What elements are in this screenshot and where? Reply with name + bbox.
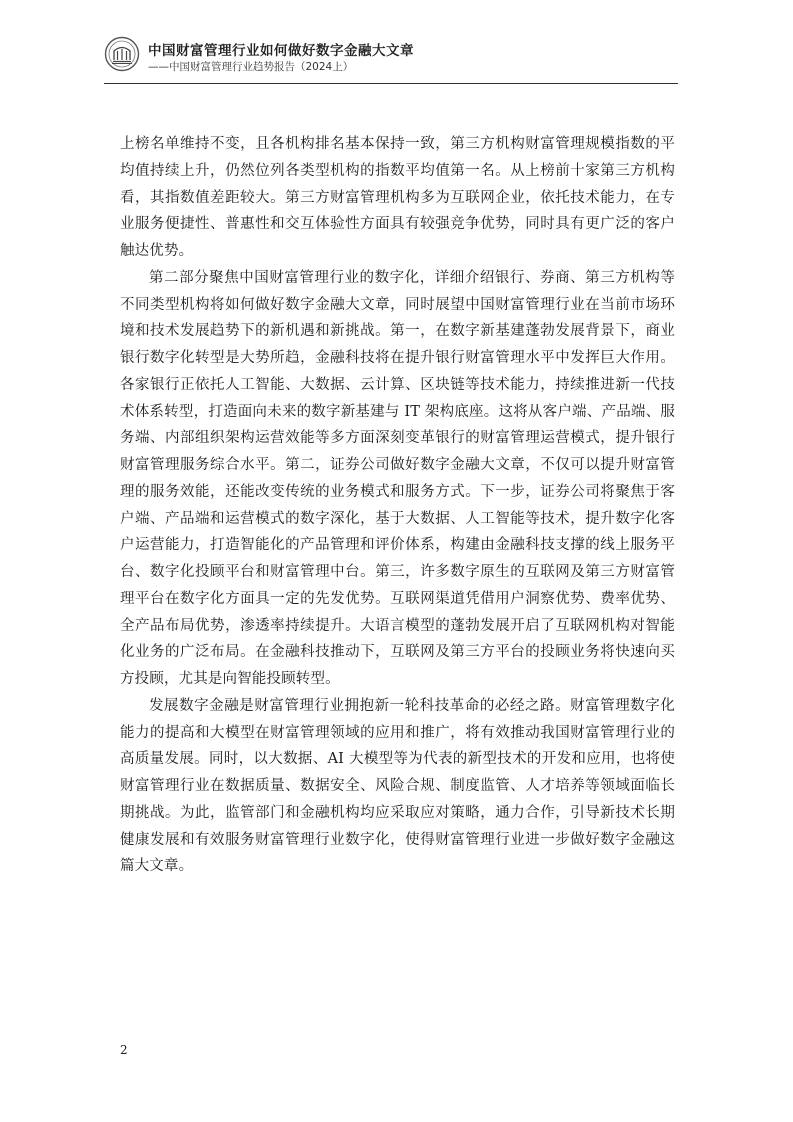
body-text [120, 131, 675, 880]
institution-logo-icon [104, 36, 140, 72]
page-header [104, 36, 680, 88]
header-divider [104, 83, 678, 84]
page-number: 2 [120, 1043, 128, 1057]
paragraph: 发展数字金融是财富管理行业拥抱新一轮科技革命的必经之路。财富管理数字化能力的提高和大模型在财富管理领域的应用和推广，将有效推动我国财富管理行业的高质量发展。同时，以大数据、AI 大模型等为代表的新型技术的开发和应用，也将使财富管理行业在数据质量、数据安全、风险合规、制度监管、人才培养等领域面临长期挑战。为此，监管部门和金融机构均应采取应对策略，通力合作，引导新技术长期健康发展和有效服务财富管理行业数字化，使得财富管理行业进一步做好数字金融这篇大文章。 [120, 697, 675, 875]
report-title: 中国财富管理行业如何做好数字金融大文章 [148, 43, 414, 59]
paragraph: 上榜名单维持不变，且各机构排名基本保持一致，第三方机构财富管理规模指数的平均值持续上升，仍然位列各类型机构的指数平均值第一名。从上榜前十家第三方机构看，其指数值差距较大。第三方财富管理机构多为互联网企业，依托技术能力，在专业服务便捷性、普惠性和交互体验性方面具有较强竞争优势，同时具有更广泛的客户触达优势。 [120, 136, 675, 259]
report-subtitle: ——中国财富管理行业趋势报告（2024上） [148, 61, 354, 73]
paragraph: 第二部分聚焦中国财富管理行业的数字化，详细介绍银行、券商、第三方机构等不同类型机构将如何做好数字金融大文章，同时展望中国财富管理行业在当前市场环境和技术发展趋势下的新机遇和新挑战。第一，在数字新基建蓬勃发展背景下，商业银行数字化转型是大势所趋，金融科技将在提升银行财富管理水平中发挥巨大作用。各家银行正依托人工智能、大数据、云计算、区块链等技术能力，持续推进新一代技术体系转型，打造面向未来的数字新基建与 IT 架构底座。这将从客户端、产品端、服务端、内部组织架构运营效能等多方面深刻变革银行的财富管理运营模式，提升银行财富管理服务综合水平。第二，证券公司做好数字金融大文章，不仅可以提升财富管理的服务效能，还能改变传统的业务模式和服务方式。下一步，证券公司将聚焦于客户端、产品端和运营模式的数字深化，基于大数据、人工智能等技术，提升数字化客户运营能力，打造智能化的产品管理和评价体系，构建由金融科技支撑的线上服务平台、数字化投顾平台和财富管理中台。第三，许多数字原生的互联网及第三方财富管理平台在数字化方面具一定的先发优势。互联网渠道凭借用户洞察优势、费率优势、全产品布局优势，渗透率持续提升。大语言模型的蓬勃发展开启了互联网机构对智能化业务的广泛布局。在金融科技推动下，互联网及第三方平台的投顾业务将快速向买方投顾，尤其是向智能投顾转型。 [120, 269, 675, 687]
